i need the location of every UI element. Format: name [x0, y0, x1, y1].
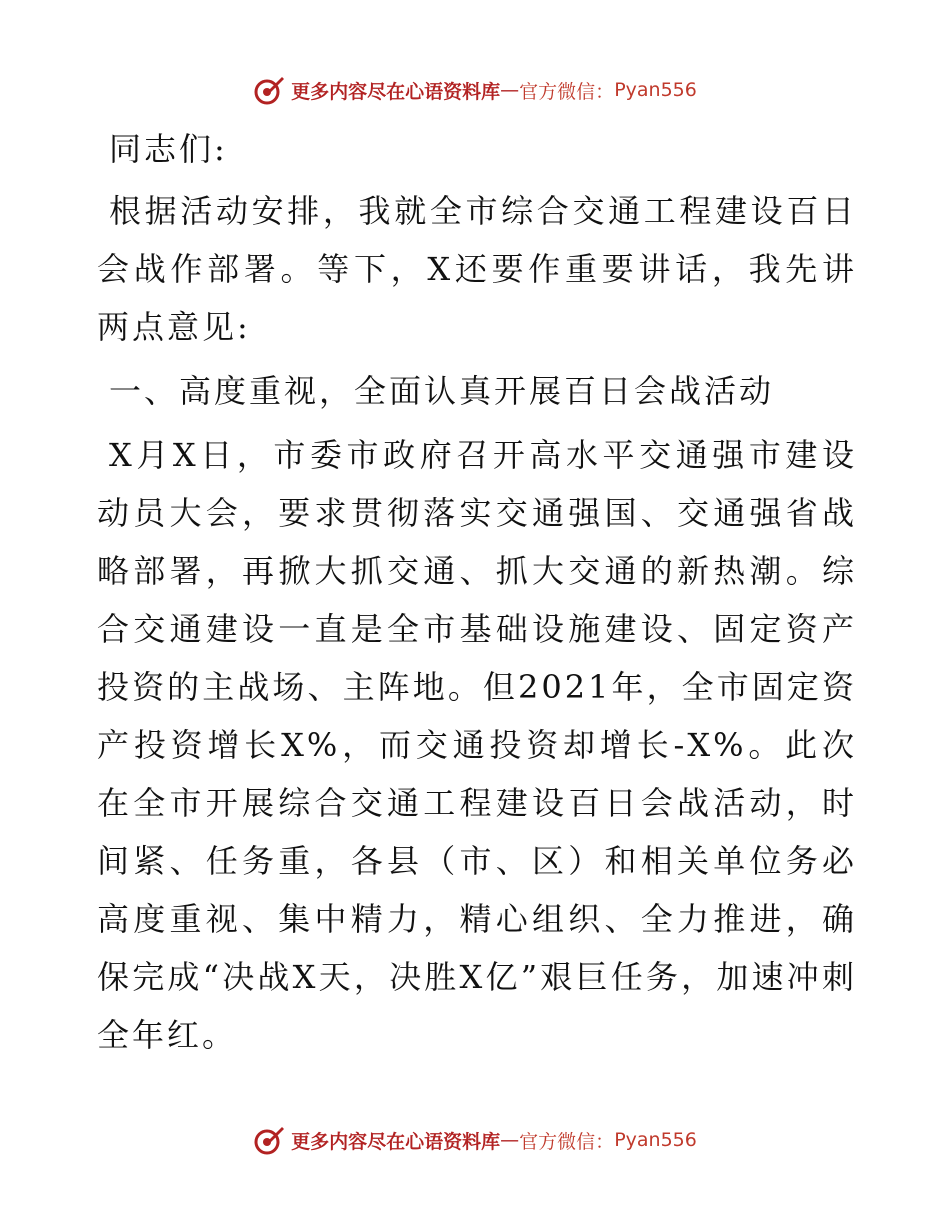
section-heading-1: 一、高度重视，全面认真开展百日会战活动 [109, 372, 775, 410]
watermark-wechat-label: 官方微信： [519, 1130, 615, 1153]
paragraph-section-1: X月X日，市委市政府召开高水平交通强市建设动员大会，要求贯彻落实交通强国、交通强省战略部署，再掀大抓交通、抓大交通的新热潮。综合交通建设一直是全市基础设施建设、固定资产投资的主战场、主阵地。但2021年，全市固定资产投资增长X%，而交通投资却增长-X%。此次在全市开展综合交通工程建设百日会战活动，时间紧、任务重，各县（市、区）和相关单位务必高度重视、集中精力，精心组织、全力推进，确保完成“决战X天，决胜X亿”艰巨任务，加速冲刺全年红。 [97, 436, 857, 1054]
greeting: 同志们: [109, 130, 228, 168]
brush-seal-icon [253, 74, 285, 106]
watermark-header [0, 70, 950, 110]
watermark-wechat-label: 官方微信： [519, 80, 615, 103]
watermark-footer [0, 1120, 950, 1160]
document-body [97, 120, 857, 1064]
watermark-main-text: 更多内容尽在心语资料库 [291, 80, 501, 103]
paragraph-intro: 根据活动安排，我就全市综合交通工程建设百日会战作部署。等下，X还要作重要讲话，我先讲两点意见: [97, 192, 857, 346]
brush-seal-icon [253, 1124, 285, 1156]
watermark-wechat-id: Pyan556 [614, 79, 697, 101]
watermark-wechat-id: Pyan556 [614, 1129, 697, 1151]
watermark-dash: — [500, 79, 520, 101]
watermark-main-text: 更多内容尽在心语资料库 [291, 1130, 501, 1153]
watermark-dash: — [500, 1129, 520, 1151]
